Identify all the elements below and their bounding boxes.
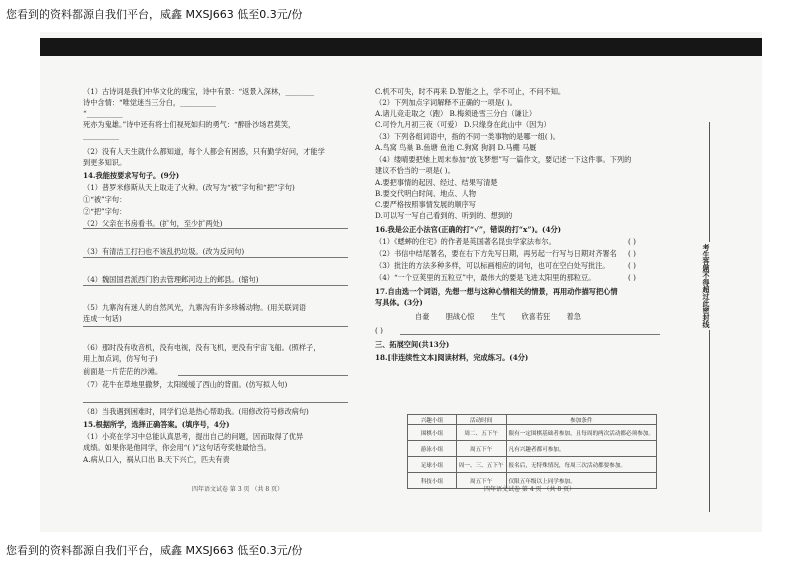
q14-8-text: （8）当我遇到困难时，同学们总是热心帮助我。(用修改符号修改病句) bbox=[83, 407, 309, 416]
table-header: 兴趣小组 bbox=[408, 415, 457, 425]
table-cell: 仅限五年级以上同学参加。 bbox=[506, 473, 656, 489]
answer-line bbox=[83, 257, 348, 258]
q14-6-line2: 用上加点词，仿写句子) bbox=[83, 354, 158, 363]
table-row bbox=[408, 425, 657, 441]
q13-1-line4: 死亦为鬼雄。”诗中还有将士们视死如归的勇气：“醉卧沙场君莫笑， bbox=[83, 120, 296, 129]
q15-3-options: A.鸟窝 鸟巢 B.鱼塘 鱼池 C.狗窝 狗洞 D.马棚 马厩 bbox=[375, 143, 537, 152]
q15-heading: 15.根据所学，选择正确答案。(填序号，4分) bbox=[83, 420, 230, 429]
bottom-banner: 您看到的资料都源自我们平台，威鑫 MXSJ663 低至0.3元/份 bbox=[6, 544, 303, 557]
q15-4-c: C.要严格按照事情发展的顺序写 bbox=[375, 200, 476, 209]
q15-2-cd: C.可怜九月初三夜（可爱） D.只缘身在此山中（因为） bbox=[375, 120, 551, 129]
table-cell: 游泳小组 bbox=[408, 441, 457, 457]
q15-2-ab: A.诸儿竞走取之（跑） B.梅须逊雪三分白（谦让） bbox=[375, 109, 537, 118]
q13-2-text: （2）没有人天生就什么都知道，每个人都会有困惑，只有勤学好问，才能学 bbox=[83, 147, 325, 156]
answer-line bbox=[83, 228, 348, 229]
table-cell: 周五下午 bbox=[456, 473, 506, 489]
table-header: 活动时间 bbox=[456, 415, 506, 425]
blank: __________ bbox=[180, 98, 217, 107]
blank: ________ bbox=[285, 87, 315, 96]
q14-heading: 14.我能按要求写句子。(9分) bbox=[83, 171, 180, 180]
answer-line bbox=[83, 402, 348, 403]
answer-line bbox=[400, 334, 660, 335]
scanned-exam-page bbox=[40, 32, 762, 532]
table-header: 参加条件 bbox=[506, 415, 656, 425]
q17-word-choices bbox=[415, 313, 595, 320]
judge-paren: ( ) bbox=[628, 261, 636, 270]
q17-heading: 17.自由选一个词语，先想一想与这种心情相关的情景，再用动作描写把心情 bbox=[375, 287, 618, 296]
q15-2-text: （2）下列加点字词解释不正确的一项是( )。 bbox=[375, 98, 517, 107]
blank: __________ bbox=[86, 109, 123, 118]
q15-4-b: B.要交代明白时间、地点、人物 bbox=[375, 189, 477, 198]
table-cell: 凡有兴趣者都可参加。 bbox=[506, 441, 656, 457]
q15-4-text: （4）缕晴要把她上周末参加“放飞梦想”写一篇作文，要记述一下这件事。下列的 bbox=[375, 155, 632, 164]
table-cell: 围棋小组 bbox=[408, 425, 457, 441]
q15-3-text: （3）下列各组词语中，指的不同一类事物的是哪一组( )。 bbox=[375, 132, 560, 141]
q16-2-text: （2）书信中结尾署名，要在右下方先写日期，再另起一行写与日期对齐署名 bbox=[375, 249, 617, 258]
page-footer-right: 四年语文试卷 第 4 页 （共 8 页） bbox=[484, 486, 576, 493]
q16-4-text: （4）“一个豆荚里的五粒豆”中，最伟大的要是飞进太阳里的那粒豆。 bbox=[375, 273, 596, 282]
seal-line-text: 考生答题不得超过此密封线 bbox=[702, 244, 711, 328]
quote-open: “ bbox=[83, 109, 87, 118]
table-cell: 足球小组 bbox=[408, 457, 457, 473]
q17-line2: 写具体。(3分) bbox=[375, 298, 423, 307]
answer-line bbox=[178, 375, 348, 376]
section3-heading: 三、拓展空间(共13分) bbox=[375, 340, 450, 349]
q13-1-line2: 诗中含情：“唯觉迷当三分白， bbox=[83, 98, 181, 107]
word-choice: 生气 bbox=[490, 312, 506, 321]
q15-1-options-cd: C.机不可失，时不再来 D.智能之上，学不可止，不问不知。 bbox=[375, 87, 566, 96]
judge-paren: ( ) bbox=[628, 237, 636, 246]
q14-4-text: （4）魏国国君派西门豹去管理邺河边上的邺县。(缩句) bbox=[83, 275, 259, 284]
table-row bbox=[408, 457, 657, 473]
q15-4-a: A.要把事情的起因、经过、结果写清楚 bbox=[375, 178, 498, 187]
q15-1-options: A.病从口入，祸从口出 B.天下兴亡，匹夫有责 bbox=[83, 455, 230, 464]
answer-line bbox=[83, 285, 348, 286]
q15-4-line2: 建议不恰当的一项是( )。 bbox=[375, 166, 455, 175]
q16-heading: 16.我是公正小法官(正确的打“√”，错误的打“x”)。(4分) bbox=[375, 225, 562, 234]
q16-3-text: （3）批注的方法多种多样，可以标画相应的词句，也可在空白处写批注。 bbox=[375, 261, 610, 270]
top-banner: 您看到的资料都源自我们平台，威鑫 MXSJ663 低至0.3元/份 bbox=[6, 8, 303, 21]
word-choice: 欣喜若狂 bbox=[521, 312, 551, 321]
q14-3-text: （3）有清洁工打扫也不该乱扔垃圾。(改为反问句) bbox=[83, 247, 245, 256]
q14-6-text: （6）那时没有收音机，没有电视，没有飞机，更没有宇宙飞船。(照样子， bbox=[83, 343, 321, 352]
table-cell: 科技小组 bbox=[408, 473, 457, 489]
q15-4-d: D.可以写一写自己看到的、听到的、想到的 bbox=[375, 211, 513, 220]
table-cell: 周二、五下午 bbox=[456, 425, 506, 441]
blank: __________ bbox=[83, 131, 119, 140]
table-cell: 限有一定围棋基础者参加，且每周的两次活动都必须参加。 bbox=[506, 425, 656, 441]
q18-heading: 18.[非连续性文本]阅读材料，完成练习。(4分) bbox=[375, 353, 529, 362]
table-header-row bbox=[408, 415, 657, 425]
table-row bbox=[408, 441, 657, 457]
q14-5-text: （5）九寨沟有迷人的自然风光，九寨沟有许多珍稀动物。(用关联词语 bbox=[83, 303, 307, 312]
judge-paren: ( ) bbox=[628, 273, 636, 282]
table-cell: 周一、三、五下午 bbox=[456, 457, 506, 473]
q14-6-example: 前面是一片茫茫的沙滩。 bbox=[83, 367, 163, 376]
word-choice: 胆战心惊 bbox=[445, 312, 475, 321]
answer-line bbox=[83, 326, 348, 327]
q14-7-text: （7）花牛在草地里撒梦，太阳缓缓了西山的背面。(仿写拟人句) bbox=[83, 380, 288, 389]
q14-1-text: （1）普罗米修斯从天上取走了火种。(改写为“被”字句和“把”字句) bbox=[83, 183, 295, 192]
judge-paren: ( ) bbox=[628, 249, 636, 258]
word-choice: 自豪 bbox=[415, 312, 430, 321]
q15-1-line2: 成绩。如果你是他同学，你会用“( )”这句话夸奖他最恰当。 bbox=[83, 443, 271, 452]
q14-1-ba: ②“把”字句： bbox=[83, 207, 127, 216]
q15-1-text: （1）小亮在学习中总能认真思考，提出自己的问题，因而取得了优异 bbox=[83, 432, 304, 441]
interest-group-table bbox=[407, 414, 657, 489]
page-footer-left: 四年语文试卷 第 3 页 （共 8 页） bbox=[192, 486, 284, 493]
q13-2-line2: 到更多知识。 bbox=[83, 158, 127, 167]
header-band bbox=[40, 38, 762, 56]
q13-1-text: （1）古诗词是我们中华文化的瑰宝，诗中有景：“返景入深林， bbox=[83, 87, 286, 96]
q16-1-text: （1）《蟋蟀的住宅》的作者是英国著名昆虫学家法布尔。 bbox=[375, 237, 556, 246]
q14-5-line2: 连成一句话) bbox=[83, 314, 122, 323]
table-cell: 报名后，无特殊情况，每周三次活动都要参加。 bbox=[506, 457, 656, 473]
word-choice: 着急 bbox=[566, 312, 581, 321]
q14-1-bei: ①“被”字句： bbox=[83, 195, 127, 204]
q17-answer-paren: ( ) bbox=[375, 326, 383, 335]
seal-line bbox=[701, 122, 715, 512]
q14-2-text: （2）父亲在书房看书。(扩句，至少扩两处) bbox=[83, 219, 223, 228]
table-cell: 周五下午 bbox=[456, 441, 506, 457]
